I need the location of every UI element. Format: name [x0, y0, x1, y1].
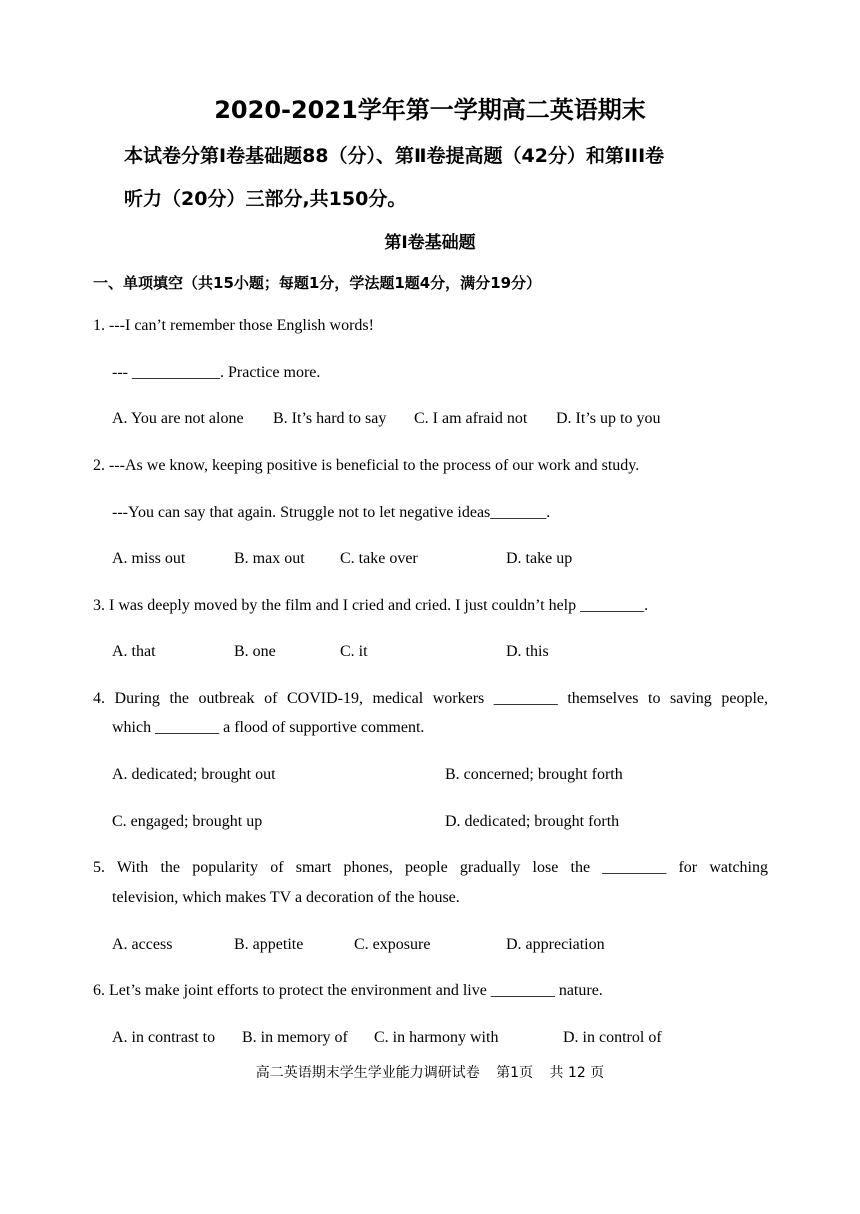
- question-1-option-c: C. I am afraid not: [414, 410, 528, 427]
- question-6-stem: 6. Let’s make joint efforts to protect the environment and live ________ nature.: [93, 982, 603, 999]
- question-5-option-c: C. exposure: [354, 936, 431, 953]
- question-3-option-c: C. it: [340, 643, 368, 660]
- question-3-option-b: B. one: [234, 643, 276, 660]
- intro-line-1: 本试卷分第Ⅰ卷基础题88（分）、第Ⅱ卷提高题（42分）和第III卷: [124, 145, 665, 167]
- question-1-option-b: B. It’s hard to say: [273, 410, 387, 427]
- question-2-option-d: D. take up: [506, 550, 573, 567]
- question-3-option-a: A. that: [112, 643, 156, 660]
- question-5-option-d: D. appreciation: [506, 936, 605, 953]
- question-2-line-2: ---You can say that again. Struggle not to let negative ideas_______.: [112, 504, 551, 521]
- question-2-stem: 2. ---As we know, keeping positive is beneficial to the process of our work and study.: [93, 457, 640, 474]
- question-4-option-c: C. engaged; brought up: [112, 813, 263, 830]
- footer-total-pages: 共 12 页: [549, 1065, 605, 1081]
- question-4-option-b: B. concerned; brought forth: [445, 766, 623, 783]
- question-4-stem: 4. During the outbreak of COVID-19, medical workers ________ themselves to saving people,: [93, 690, 768, 707]
- question-4-option-a: A. dedicated; brought out: [112, 766, 276, 783]
- footer-page-number: 第1页: [496, 1065, 534, 1081]
- part-heading: 一、单项填空（共15小题；每题1分，学法题1题4分，满分19分）: [93, 274, 542, 292]
- question-4-line-2: which ________ a flood of supportive comment.: [112, 719, 425, 736]
- section-title: 第Ⅰ卷基础题: [384, 233, 476, 253]
- question-1-option-d: D. It’s up to you: [556, 410, 661, 427]
- page-footer: [0, 1062, 860, 1082]
- question-3-option-d: D. this: [506, 643, 549, 660]
- question-3-stem: 3. I was deeply moved by the film and I cried and cried. I just couldn’t help ________.: [93, 597, 649, 614]
- question-6-option-d: D. in control of: [563, 1029, 662, 1046]
- page-title: 2020-2021学年第一学期高二英语期末: [214, 96, 646, 124]
- question-4-option-d: D. dedicated; brought forth: [445, 813, 620, 830]
- question-1-stem: 1. ---I can’t remember those English words!: [93, 317, 374, 334]
- question-1-option-a: A. You are not alone: [112, 410, 244, 427]
- question-6-option-a: A. in contrast to: [112, 1029, 216, 1046]
- question-6-option-c: C. in harmony with: [374, 1029, 499, 1046]
- intro-line-2: 听力（20分）三部分,共150分。: [124, 188, 407, 210]
- question-5-option-b: B. appetite: [234, 936, 304, 953]
- question-5-option-a: A. access: [112, 936, 173, 953]
- question-5-line-2: television, which makes TV a decoration of the house.: [112, 889, 460, 906]
- question-2-option-c: C. take over: [340, 550, 418, 567]
- question-2-option-b: B. max out: [234, 550, 305, 567]
- footer-exam-name: 高二英语期末学生学业能力调研试卷: [255, 1065, 480, 1081]
- question-1-line-2: --- ___________. Practice more.: [112, 364, 321, 381]
- question-2-option-a: A. miss out: [112, 550, 186, 567]
- question-6-option-b: B. in memory of: [242, 1029, 348, 1046]
- question-5-stem: 5. With the popularity of smart phones, people gradually lose the ________ for watching: [93, 859, 768, 876]
